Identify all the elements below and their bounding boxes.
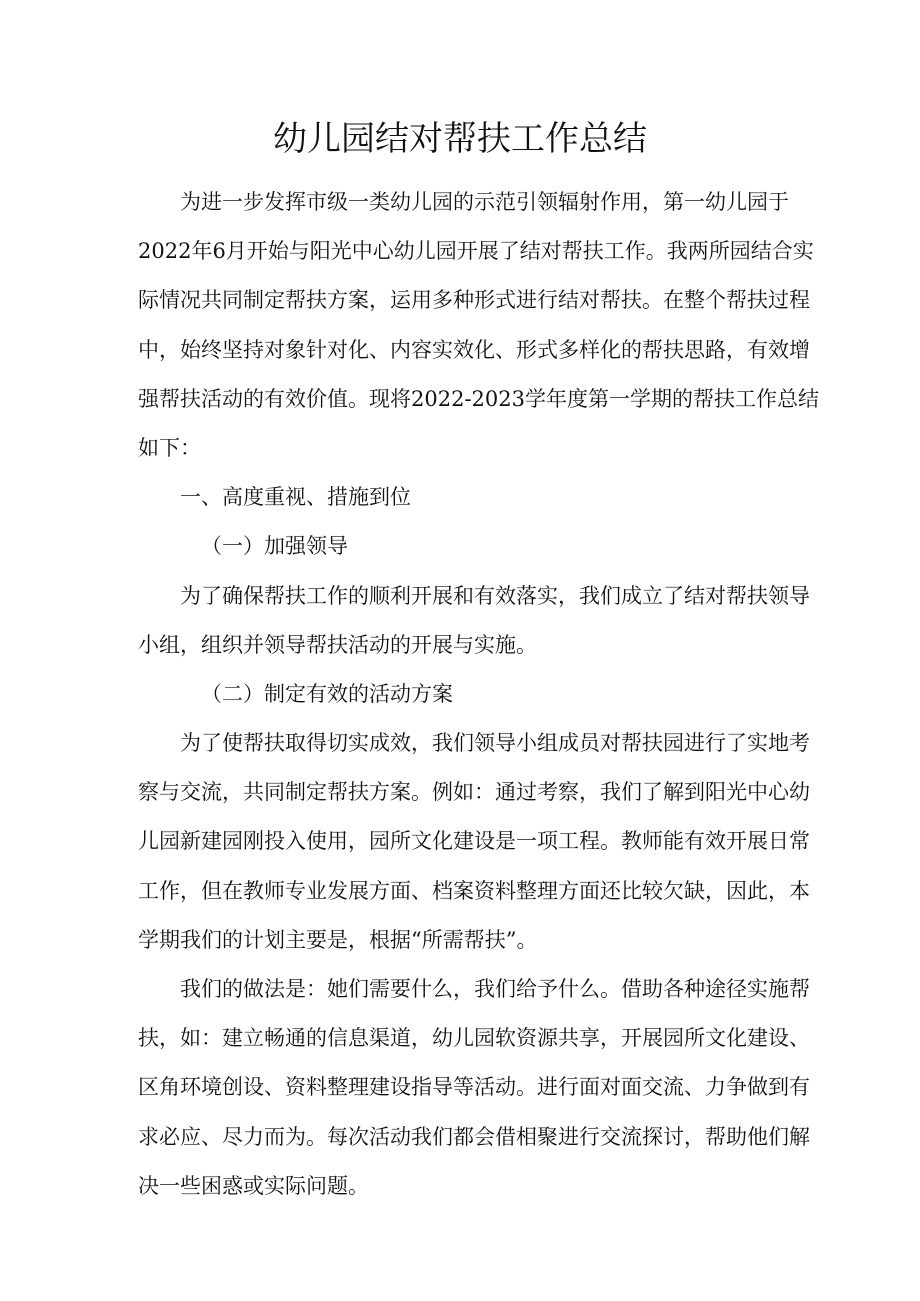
text-line: 际情况共同制定帮扶方案，运用多种形式进行结对帮扶。在整个帮扶过程 [138,288,810,313]
text-line: 儿园新建园刚投入使用，园所文化建设是一项工程。教师能有效开展日常 [138,829,810,854]
text-line: 决一些困惑或实际问题。 [138,1173,369,1198]
text-line: 强帮扶活动的有效价值。现将2022-2023学年度第一学期的帮扶工作总结 [138,386,819,411]
text-line: 工作，但在教师专业发展方面、档案资料整理方面还比较欠缺，因此，本 [138,878,810,903]
text-line: 为了使帮扶取得切实成效，我们领导小组成员对帮扶园进行了实地考 [180,731,810,756]
text-line: 扶，如：建立畅通的信息渠道，幼儿园软资源共享，开展园所文化建设、 [138,1026,810,1051]
text-line: 一、高度重视、措施到位 [180,485,411,510]
text-line: 中，始终坚持对象针对化、内容实效化、形式多样化的帮扶思路，有效增 [138,337,810,362]
text-line: 小组，组织并领导帮扶活动的开展与实施。 [138,632,537,657]
text-line: 为了确保帮扶工作的顺利开展和有效落实，我们成立了结对帮扶领导 [180,583,810,608]
text-line: 察与交流，共同制定帮扶方案。例如：通过考察，我们了解到阳光中心幼 [138,780,810,805]
text-line: 2022年6月开始与阳光中心幼儿园开展了结对帮扶工作。我两所园结合实 [138,239,814,264]
text-line: 我们的做法是：她们需要什么，我们给予什么。借助各种途径实施帮 [180,977,810,1001]
text-line: 如下： [138,435,201,460]
document-title: 幼儿园结对帮扶工作总结 [273,119,647,159]
text-line: 区角环境创设、资料整理建设指导等活动。进行面对面交流、力争做到有 [138,1075,810,1100]
text-line: 学期我们的计划主要是，根据“所需帮扶”。 [138,927,538,952]
text-line: （一）加强领导 [201,534,348,559]
text-line: 求必应、尽力而为。每次活动我们都会借相聚进行交流探讨，帮助他们解 [138,1124,810,1149]
text-line: （二）制定有效的活动方案 [201,681,453,706]
text-line: 为进一步发挥市级一类幼儿园的示范引领辐射作用，第一幼儿园于 [180,190,789,214]
document-body [138,178,819,1211]
